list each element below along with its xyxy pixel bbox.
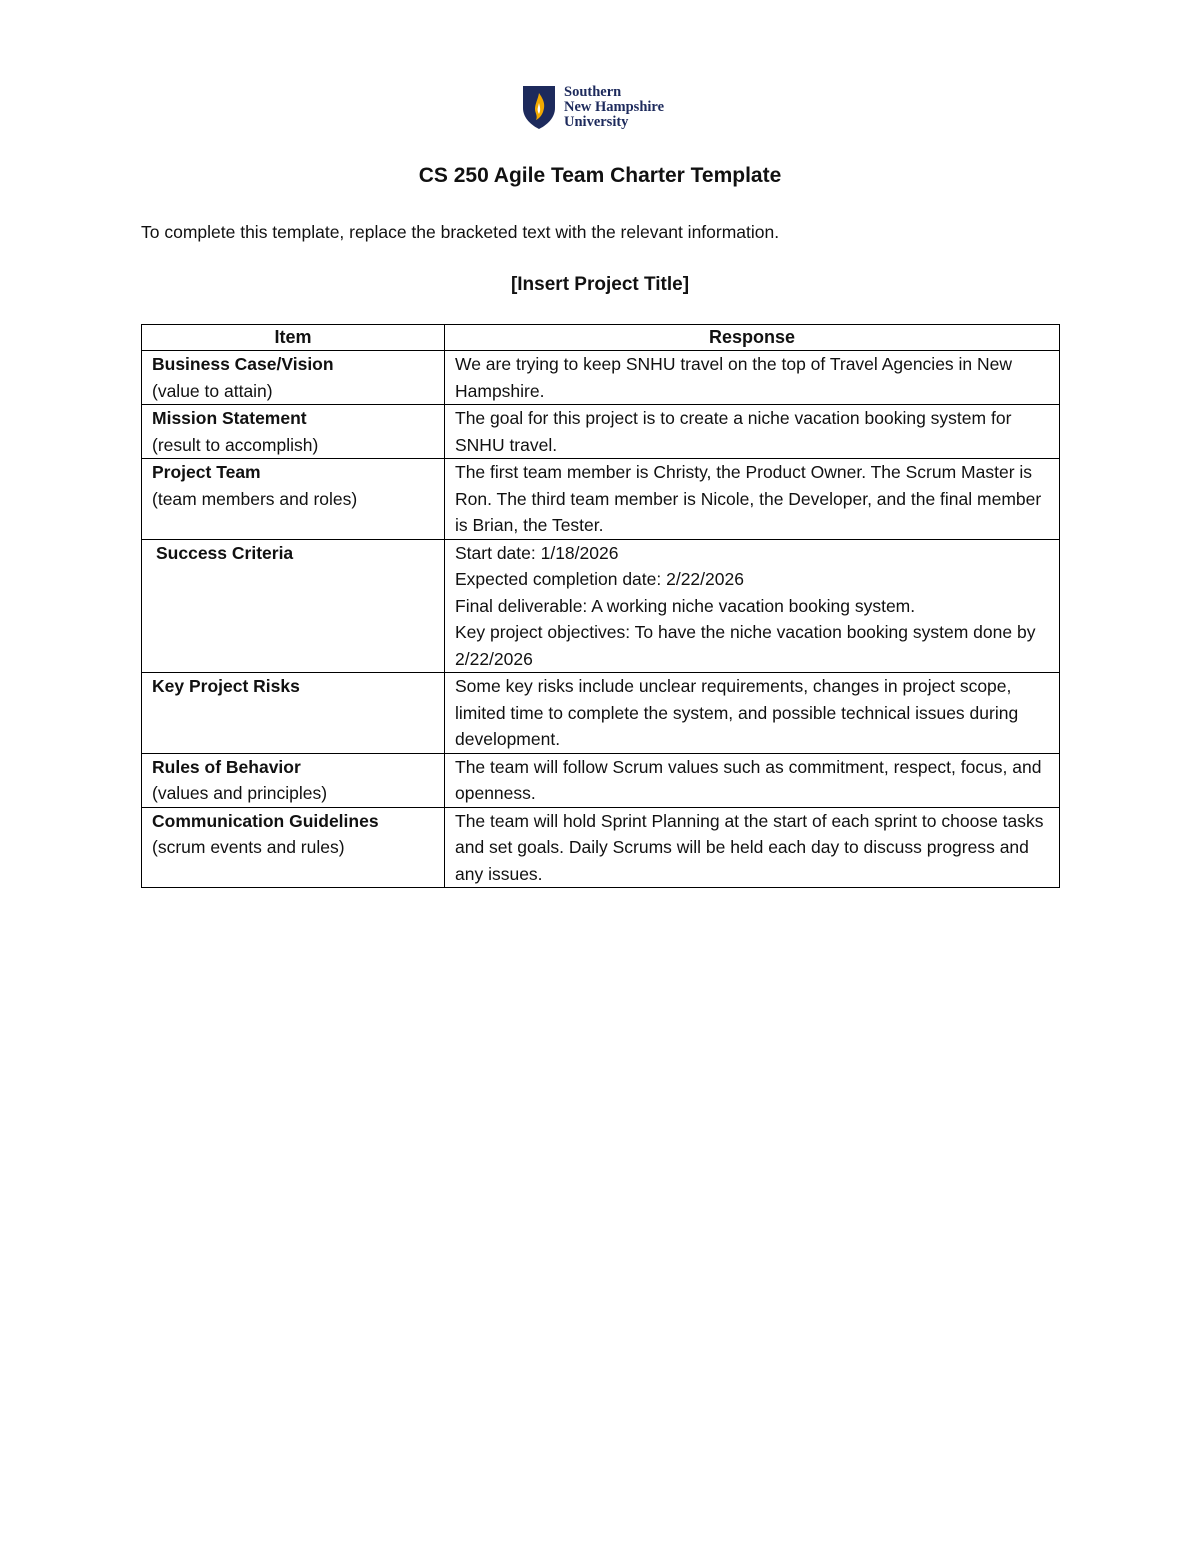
item-name: Project Team	[152, 462, 261, 482]
project-title: [Insert Project Title]	[510, 274, 690, 295]
response-cell: Some key risks include unclear requirements, changes in project scope, limited time to complete the system, and possible technical issues during development.	[445, 673, 1060, 754]
table-row	[142, 673, 1060, 754]
item-cell	[142, 673, 445, 754]
item-name: Communication Guidelines	[152, 810, 379, 831]
item-cell	[142, 539, 445, 673]
item-name: Success Criteria	[156, 542, 294, 563]
charter-table	[141, 324, 1060, 888]
item-description: (value to attain)	[152, 380, 273, 401]
item-description: (scrum events and rules)	[152, 837, 345, 857]
completion-date-line: Expected completion date: 2/22/2026	[455, 569, 744, 589]
response-cell: The team will hold Sprint Planning at the start of each sprint to choose tasks and set goals. Daily Scrums will be held each day to discuss progress and any issues.	[445, 807, 1060, 888]
item-description: (team members and roles)	[152, 488, 358, 509]
logo-line: Southern	[564, 83, 622, 100]
item-name: Rules of Behavior	[152, 756, 301, 777]
logo-line: University	[564, 113, 629, 130]
item-name: Key Project Risks	[152, 676, 300, 696]
item-cell	[142, 351, 445, 405]
final-deliverable-line: Final deliverable: A working niche vacation booking system.	[455, 595, 916, 616]
snhu-shield-icon	[521, 84, 557, 130]
item-description: (values and principles)	[152, 783, 328, 803]
column-header-item: Item	[142, 325, 445, 351]
response-cell	[445, 539, 1060, 673]
item-cell	[142, 807, 445, 888]
item-name: Business Case/Vision	[152, 354, 334, 374]
snhu-logo	[521, 84, 664, 130]
item-name: Mission Statement	[152, 408, 307, 428]
response-cell: We are trying to keep SNHU travel on the top of Travel Agencies in New Hampshire.	[445, 351, 1060, 405]
table-row	[142, 539, 1060, 673]
item-cell	[142, 459, 445, 540]
item-cell	[142, 405, 445, 459]
table-header-row	[142, 325, 1060, 351]
table-row	[142, 459, 1060, 540]
table-row	[142, 405, 1060, 459]
snhu-wordmark	[564, 85, 664, 130]
item-description: (result to accomplish)	[152, 434, 319, 455]
response-cell: The team will follow Scrum values such as commitment, respect, focus, and openness.	[445, 753, 1060, 807]
table-row	[142, 753, 1060, 807]
key-objectives-line: Key project objectives: To have the niche vacation booking system done by 2/22/2026	[455, 622, 1036, 669]
instructions-text: To complete this template, replace the bracketed text with the relevant information.	[141, 222, 780, 242]
table-row	[142, 351, 1060, 405]
start-date-line: Start date: 1/18/2026	[455, 542, 619, 563]
document-title: CS 250 Agile Team Charter Template	[418, 164, 782, 187]
logo-line: New Hampshire	[564, 98, 665, 115]
column-header-response: Response	[445, 325, 1060, 351]
item-cell	[142, 753, 445, 807]
response-cell: The goal for this project is to create a niche vacation booking system for SNHU travel.	[445, 405, 1060, 459]
response-cell: The first team member is Christy, the Product Owner. The Scrum Master is Ron. The third team member is Nicole, the Developer, and the final member is Brian, the Tester.	[445, 459, 1060, 540]
table-row	[142, 807, 1060, 888]
